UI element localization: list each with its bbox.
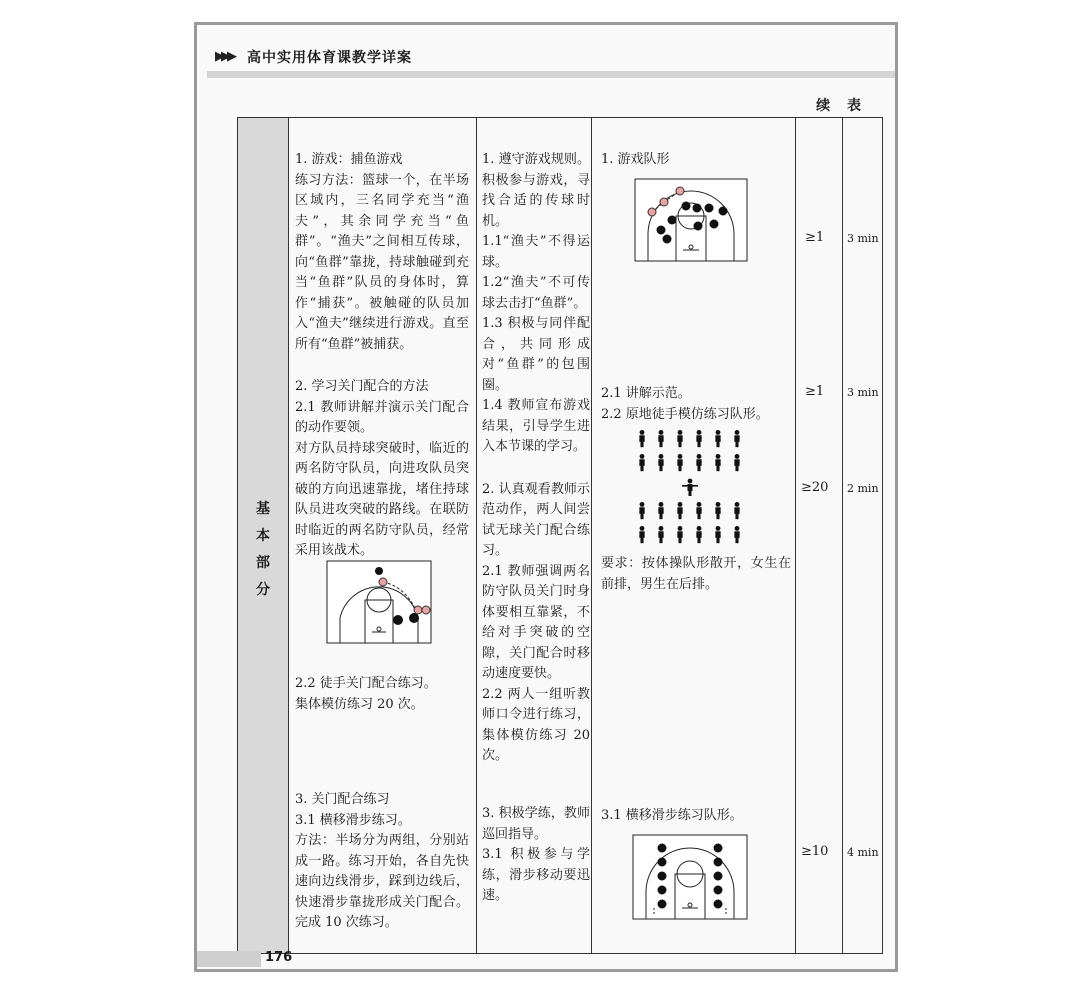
repetitions-2: ≥1 [805,384,825,399]
content-text: 2.2 徒手关门配合练习。 [295,676,437,691]
duration-3: 2 min [847,482,879,495]
column-divider [842,118,843,953]
fishing-game-court-diagram [634,178,748,262]
student-figure [696,430,701,447]
content-heading: 2. 学习关门配合的方法 [295,379,429,394]
student-figure [696,526,701,543]
duration-1: 3 min [847,232,879,245]
content-column-part2 [295,674,469,715]
gymnastics-formation-diagram [634,430,746,548]
activity-column-part3: 3. 积极学练，教师巡回指导。 3.1 积极参与学练，滑步移动要迅速。 [482,806,590,903]
content-column-part3 [295,790,469,934]
student-figure [696,454,701,471]
student-figure [658,454,663,471]
repetitions-1: ≥1 [805,230,825,245]
content-heading: 3. 关门配合练习 [295,792,390,807]
chevron-arrows-icon: ▶▶▶ [215,49,233,64]
formation-requirement: 要求：按体操队形散开，女生在前排，男生在后排。 [601,556,791,592]
student-figure [734,430,739,447]
student-figure [658,430,663,447]
content-text: 方法：半场分为两组，分别站成一路。练习开始，各自先快速向边线滑步，踩到边线后，快速滑步靠拢形成关门配合。完成 10 次练习。 [295,833,469,930]
student-figure [639,526,644,543]
header-rule [207,71,895,78]
page-number: 176 [265,950,293,965]
formation-label-3: 3.1 横移滑步练习队形。 [601,808,743,823]
student-figure [677,454,682,471]
duration-2: 3 min [847,386,879,399]
content-text: 集体模仿练习 20 次。 [295,696,424,712]
section-label: 基 本 部 分 [256,501,270,598]
content-text: 3.1 横移滑步练习。 [295,812,411,828]
footer-bar [197,951,261,967]
teacher-figure [682,479,698,496]
formation-label-1: 1. 游戏队形 [601,152,670,167]
close-door-court-diagram [326,560,432,644]
column-divider [476,118,477,953]
student-figure [696,502,701,519]
content-text: 2.1 教师讲解并演示关门配合的动作要领。 [295,399,469,435]
student-figure [734,502,739,519]
student-figure [734,454,739,471]
student-figure [677,526,682,543]
content-text: 练习方法：篮球一个，在半场区域内，三名同学充当“渔夫”，其余同学充当“鱼群”。“渔夫”之间相互传球，向“鱼群”靠拢，持球触碰到充当“鱼群”队员的身体时，算作“捕获”。被触碰的队员加入“渔夫”继续进行游戏。直至所有“鱼群”被捕获。 [295,172,469,352]
column-divider [288,118,289,953]
student-figure [715,526,720,543]
student-figure [715,502,720,519]
student-figure [639,430,644,447]
activity-column: 1. 遵守游戏规则。积极参与游戏，寻找合适的传球时机。 1.1“渔夫”不得运球。 1.2“渔夫”不可传球去击打“鱼群”。 1.3 积极与同伴配合，共同形成对“鱼群”的包围圈。 1.4 教师宣布游戏结果，引导学生进入本节课的学习。 2. 认真观看教师示范动作，两人间尝试无球关门配合练习。 2.1 教师强调两名防守队员关门时身体要相互靠紧，不给对手突破的空隙，关门配合时移动速度要快。 2.2 两人一组听教师口令进行练习，集体模仿练习 20 次。 [482,152,590,763]
student-figure [715,454,720,471]
content-heading: 1. 游戏：捕鱼游戏 [295,152,403,167]
student-figure [677,430,682,447]
content-text: 对方队员持球突破时，临近的两名防守队员，向进攻队员突破的方向迅速靠拢，堵住持球队员进攻突破的路线。在联防时临近的两名防守队员，经常采用该战术。 [295,440,469,558]
student-figure [658,526,663,543]
student-figure [639,502,644,519]
repetitions-4: ≥10 [801,844,829,859]
lateral-slide-court-diagram [632,834,748,920]
column-divider [591,118,592,953]
content-column [295,150,469,562]
student-figure [658,502,663,519]
duration-4: 4 min [847,846,879,859]
column-divider [795,118,796,953]
running-header [197,47,895,77]
lesson-table [237,117,883,954]
student-figure [715,430,720,447]
organisation-block-2: 2.1 讲解示范。 2.2 原地徒手模仿练习队形。 [601,386,769,422]
book-title: 高中实用体育课教学详案 [247,50,412,66]
student-figure [677,502,682,519]
repetitions-3: ≥20 [801,480,829,495]
student-figure [734,526,739,543]
continued-label: 续 表 [816,98,867,114]
book-page [194,22,898,972]
student-figure [639,454,644,471]
